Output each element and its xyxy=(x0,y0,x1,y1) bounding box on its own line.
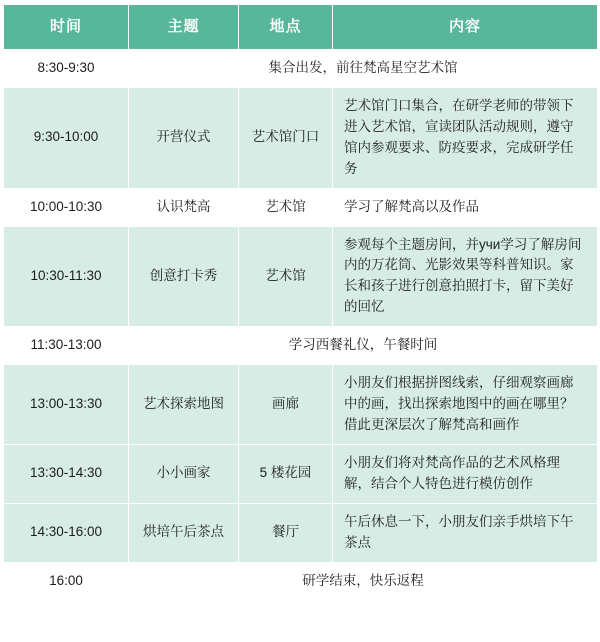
column-header-topic: 主题 xyxy=(129,5,239,50)
cell-topic: 开营仪式 xyxy=(129,87,239,188)
cell-full-width-note: 学习西餐礼仪，午餐时间 xyxy=(129,327,598,365)
table-row xyxy=(4,50,598,88)
cell-place: 艺术馆 xyxy=(239,188,333,226)
cell-time: 13:00-13:30 xyxy=(4,365,129,445)
cell-topic: 艺术探索地图 xyxy=(129,365,239,445)
cell-time: 9:30-10:00 xyxy=(4,87,129,188)
cell-time: 13:30-14:30 xyxy=(4,444,129,503)
column-header-content: 内容 xyxy=(333,5,598,50)
table-header xyxy=(4,5,598,50)
cell-time: 14:30-16:00 xyxy=(4,503,129,562)
cell-full-width-note: 研学结束，快乐返程 xyxy=(129,562,598,600)
cell-full-width-note: 集合出发，前往梵高星空艺术馆 xyxy=(129,50,598,88)
column-header-time: 时间 xyxy=(4,5,129,50)
cell-place: 餐厅 xyxy=(239,503,333,562)
cell-time: 11:30-13:00 xyxy=(4,327,129,365)
cell-topic: 烘培午后茶点 xyxy=(129,503,239,562)
table-row xyxy=(4,562,598,600)
cell-content: 艺术馆门口集合，在研学老师的带领下进入艺术馆，宣读团队活动规则，遵守馆内参观要求、防疫要求，完成研学任务 xyxy=(333,87,598,188)
table-row xyxy=(4,444,598,503)
cell-content: 小朋友们将对梵高作品的艺术风格理解，结合个人特色进行模仿创作 xyxy=(333,444,598,503)
schedule-table xyxy=(3,4,598,601)
cell-topic: 认识梵高 xyxy=(129,188,239,226)
cell-time: 16:00 xyxy=(4,562,129,600)
header-row xyxy=(4,5,598,50)
cell-time: 10:00-10:30 xyxy=(4,188,129,226)
table-row xyxy=(4,188,598,226)
cell-content: 参观每个主题房间，并учи学习了解房间内的万花筒、光影效果等科普知识。家长和孩子进行创意拍照打卡，留下美好的回忆 xyxy=(333,226,598,327)
table-row xyxy=(4,87,598,188)
cell-place: 5 楼花园 xyxy=(239,444,333,503)
table-row xyxy=(4,503,598,562)
cell-topic: 创意打卡秀 xyxy=(129,226,239,327)
cell-content: 小朋友们根据拼图线索，仔细观察画廊中的画，找出探索地图中的画在哪里？借此更深层次了解梵高和画作 xyxy=(333,365,598,445)
table-body xyxy=(4,50,598,601)
cell-time: 8:30-9:30 xyxy=(4,50,129,88)
table-row xyxy=(4,365,598,445)
column-header-place: 地点 xyxy=(239,5,333,50)
cell-time: 10:30-11:30 xyxy=(4,226,129,327)
cell-place: 画廊 xyxy=(239,365,333,445)
table-row xyxy=(4,226,598,327)
cell-place: 艺术馆门口 xyxy=(239,87,333,188)
table-row xyxy=(4,327,598,365)
cell-topic: 小小画家 xyxy=(129,444,239,503)
cell-content: 午后休息一下，小朋友们亲手烘培下午茶点 xyxy=(333,503,598,562)
cell-place: 艺术馆 xyxy=(239,226,333,327)
cell-content: 学习了解梵高以及作品 xyxy=(333,188,598,226)
